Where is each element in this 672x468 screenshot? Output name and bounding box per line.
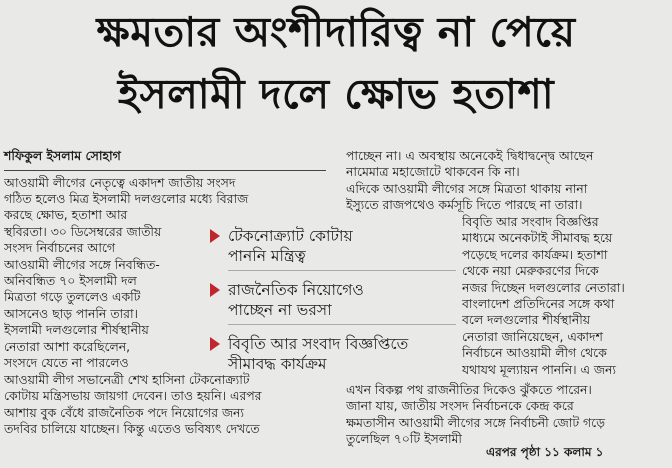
text-line: করছে ক্ষোভ, হতাশা আর (4, 207, 128, 223)
text-line: ইস্যুতে রাজপথেও কর্মসূচি দিতে পারছে না তারা। (346, 197, 583, 213)
text-line: গঠিত হলেও মিত্র ইসলামী দলগুলোর মধ্যে বিরাজ (4, 191, 249, 206)
text-line: পড়েছে দলের কার্যক্রম। হতাশা (462, 246, 608, 262)
text-line: এখন বিকল্প পথ রাজনীতির দিকেও ঝুঁকতে পারেন। (346, 382, 592, 397)
text-line: জানা যায়, জাতীয় সংসদ নির্বাচনকে কেন্দ্র করে (346, 398, 574, 414)
text-line: অনিবন্ধিত ৭০ ইসলামী দল (4, 272, 137, 288)
text-line: নেতারা আশা করেছিলেন, (4, 338, 131, 354)
left-column-top (4, 175, 326, 191)
pull-quote-line: বিবৃতি আর সংবাদ বিজ্ঞপ্তিতে (228, 335, 409, 353)
pull-quote-line: টেকনোক্র্যাট কোটায় (228, 227, 353, 245)
headline-line-2: ইসলামী দলে ক্ষোভ হতাশা (117, 70, 555, 118)
text-line: এদিকে আওয়ামী লীগের সঙ্গে মিত্রতা থাকায় নানা (346, 180, 588, 196)
text-line: স্থবিরতা। ৩০ ডিসেম্বরের জাতীয় (4, 223, 162, 239)
pull-quote-line: পাচ্ছেন না ভরসা (228, 301, 332, 319)
continuation-note: এরপর পৃষ্ঠা ১১ কলাম ১ (486, 445, 604, 459)
text-line: আসনেও ছাড় পাননি তারা। (4, 305, 138, 321)
byline: শফিকুল ইসলাম সোহাগ (4, 148, 326, 171)
headline-line-1: ক্ষমতার অংশীদারিত্ব না পেয়ে (96, 8, 576, 56)
text-line: পাচ্ছেন না। এ অবস্থায় অনেকেই দ্বিধাদ্বন্দ্বে আছেন (346, 148, 594, 163)
text-line: মিত্রতা গড়ে তুললেও একটি (4, 289, 141, 305)
divider (228, 324, 456, 325)
text-line: তদবির চালিয়ে যাচ্ছেন। কিন্তু এতেও ভবিষ্যৎ দেখতে (4, 421, 260, 437)
right-column-narrow (462, 214, 668, 378)
text-line: আশায় বুক বেঁধে রাজনৈতিক পদে নিয়োগের জন্য (4, 404, 245, 420)
text-line: যথাযথ মূল্যায়ন পাননি। এ জন্য (462, 361, 616, 377)
right-column-top (346, 148, 668, 214)
text-line: ইসলামী দলগুলোর শীর্ষস্থানীয় (4, 322, 149, 338)
text-line: নেতারা জানিয়েছেন, একাদশ (462, 328, 603, 344)
text-line: নামেমাত্র মহাজোটে থাকবেন কি না। (346, 164, 520, 180)
left-column-narrow (4, 191, 249, 371)
text-line: আওয়ামী লীগের নেতৃত্বে একাদশ জাতীয় সংসদ (4, 175, 236, 190)
text-line: সংসদ নির্বাচনের আগে (4, 240, 115, 256)
pull-quote-line: রাজনৈতিক নিয়োগেও (228, 281, 364, 299)
text-line: তুলেছিল ৭০টি ইসলামী (346, 431, 462, 447)
text-line: নজর দিচ্ছেন দলগুলোর নেতারা। (462, 279, 625, 295)
text-line: আওয়ামী লীগের সঙ্গে নিবন্ধিত- (4, 256, 160, 272)
pull-quote-line: পাননি মন্ত্রিত্ব (228, 247, 306, 265)
text-line: ক্ষমতাসীন আওয়ামী লীগের সঙ্গে নির্বাচনী জোট গড়ে (346, 414, 605, 430)
red-arrow-icon (210, 283, 220, 297)
text-line: বাংলাদেশ প্রতিদিনের সঙ্গে কথা (462, 295, 615, 311)
red-arrow-icon (210, 337, 220, 351)
text-line: থেকে নয়া মেরুকরণের দিকে (462, 263, 599, 279)
text-line: বলে দলগুলোর শীর্ষস্থানীয় (462, 312, 591, 328)
divider (228, 270, 456, 271)
text-line: কোটায় মন্ত্রিসভায় জায়গা দেবেন। তাও হয়নি। এরপর (4, 388, 262, 404)
pull-quote-line: সীমাবদ্ধ কার্যক্রম (228, 355, 327, 373)
right-column-bottom (346, 382, 668, 448)
pull-quote-box (210, 222, 456, 382)
text-line: মাধ্যমে অনেকটাই সীমাবদ্ধ হয়ে (462, 230, 613, 246)
text-line: বিবৃতি আর সংবাদ বিজ্ঞপ্তির (462, 214, 599, 229)
text-line: আওয়ামী লীগ সভানেত্রী শেখ হাসিনা টেকনোক্র্যাট (4, 372, 250, 387)
text-line: সংসদে যেতে না পারলেও (4, 354, 129, 370)
text-line: নির্বাচনে আওয়ামী লীগ থেকে (462, 345, 607, 361)
red-arrow-icon (210, 229, 220, 243)
